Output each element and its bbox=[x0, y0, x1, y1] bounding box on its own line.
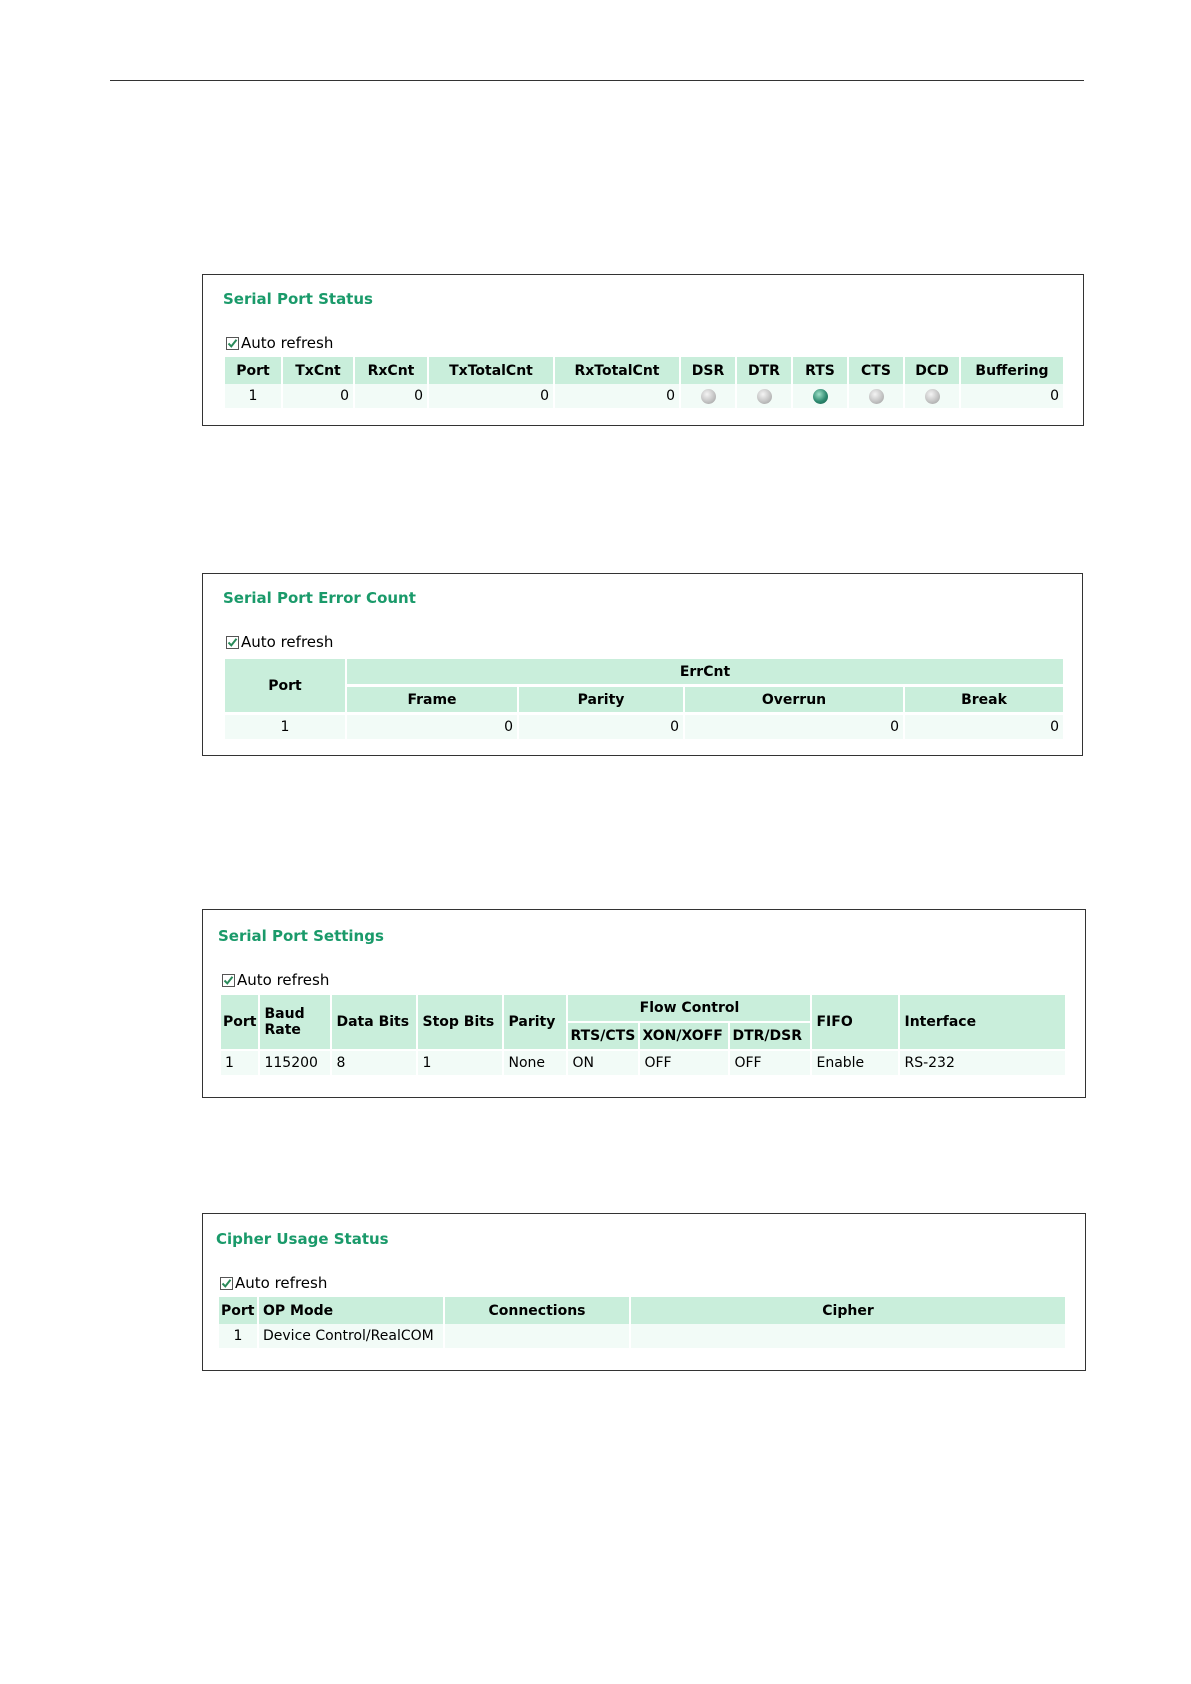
cell-interface: RS-232 bbox=[900, 1051, 1065, 1075]
auto-refresh-checkbox[interactable] bbox=[226, 636, 239, 649]
cell-txcnt: 0 bbox=[283, 384, 353, 408]
col-cipher: Cipher bbox=[631, 1297, 1065, 1324]
auto-refresh-label: Auto refresh bbox=[237, 971, 330, 989]
cell-dcd bbox=[905, 384, 959, 408]
auto-refresh-label: Auto refresh bbox=[241, 633, 334, 651]
panel-title: Cipher Usage Status bbox=[216, 1230, 389, 1248]
cell-port: 1 bbox=[225, 715, 345, 739]
auto-refresh-toggle[interactable] bbox=[226, 633, 333, 651]
serial-port-error-count-table bbox=[223, 656, 1065, 742]
auto-refresh-label: Auto refresh bbox=[235, 1274, 328, 1292]
col-overrun: Overrun bbox=[685, 687, 903, 712]
cell-op-mode: Device Control/RealCOM bbox=[259, 1324, 443, 1348]
col-errcnt-group: ErrCnt bbox=[347, 659, 1063, 684]
cell-dtr bbox=[737, 384, 791, 408]
cell-fifo: Enable bbox=[812, 1051, 898, 1075]
col-flow-control-group: Flow Control bbox=[568, 995, 810, 1021]
col-baud-rate bbox=[260, 995, 330, 1049]
table-row bbox=[225, 384, 1063, 408]
col-interface: Interface bbox=[900, 995, 1065, 1049]
col-fifo: FIFO bbox=[812, 995, 898, 1049]
serial-port-error-count-panel bbox=[202, 573, 1083, 756]
col-stop-bits: Stop Bits bbox=[418, 995, 502, 1049]
cell-rxtotalcnt: 0 bbox=[555, 384, 679, 408]
serial-port-settings-table bbox=[219, 993, 1067, 1077]
cell-port: 1 bbox=[221, 1051, 258, 1075]
col-dsr: DSR bbox=[681, 357, 735, 384]
auto-refresh-toggle[interactable] bbox=[220, 1274, 327, 1292]
panel-title: Serial Port Error Count bbox=[223, 589, 416, 607]
cell-stop-bits: 1 bbox=[418, 1051, 502, 1075]
col-break: Break bbox=[905, 687, 1063, 712]
cell-rxcnt: 0 bbox=[355, 384, 427, 408]
cell-xon-xoff: OFF bbox=[640, 1051, 728, 1075]
cell-baud-rate: 115200 bbox=[260, 1051, 330, 1075]
cell-port: 1 bbox=[219, 1324, 257, 1348]
col-dtr: DTR bbox=[737, 357, 791, 384]
table-row bbox=[221, 1051, 1065, 1075]
dcd-led-icon bbox=[925, 389, 940, 404]
col-port: Port bbox=[225, 357, 281, 384]
col-rxtotalcnt: RxTotalCnt bbox=[555, 357, 679, 384]
col-rts-cts: RTS/CTS bbox=[568, 1023, 638, 1049]
col-data-bits: Data Bits bbox=[332, 995, 416, 1049]
col-rxcnt: RxCnt bbox=[355, 357, 427, 384]
cell-overrun: 0 bbox=[685, 715, 903, 739]
col-port: Port bbox=[221, 995, 258, 1049]
col-dcd: DCD bbox=[905, 357, 959, 384]
cell-data-bits: 8 bbox=[332, 1051, 416, 1075]
auto-refresh-checkbox[interactable] bbox=[220, 1277, 233, 1290]
checkmark-icon bbox=[221, 1278, 232, 1289]
col-cts: CTS bbox=[849, 357, 903, 384]
cell-cts bbox=[849, 384, 903, 408]
cts-led-icon bbox=[869, 389, 884, 404]
cell-txtotalcnt: 0 bbox=[429, 384, 553, 408]
col-port: Port bbox=[219, 1297, 257, 1324]
checkmark-icon bbox=[227, 338, 238, 349]
auto-refresh-checkbox[interactable] bbox=[222, 974, 235, 987]
auto-refresh-checkbox[interactable] bbox=[226, 337, 239, 350]
cell-cipher bbox=[631, 1324, 1065, 1348]
col-txcnt: TxCnt bbox=[283, 357, 353, 384]
table-row bbox=[225, 715, 1063, 739]
cipher-usage-status-table bbox=[217, 1297, 1067, 1348]
serial-port-status-table bbox=[223, 357, 1065, 408]
col-dtr-dsr: DTR/DSR bbox=[730, 1023, 810, 1049]
serial-port-status-panel bbox=[202, 274, 1084, 426]
cell-frame: 0 bbox=[347, 715, 517, 739]
cell-port: 1 bbox=[225, 384, 281, 408]
col-connections: Connections bbox=[445, 1297, 629, 1324]
page-top-rule bbox=[110, 80, 1084, 81]
table-header-row bbox=[219, 1297, 1065, 1324]
col-op-mode: OP Mode bbox=[259, 1297, 443, 1324]
col-xon-xoff: XON/XOFF bbox=[640, 1023, 728, 1049]
serial-port-settings-panel bbox=[202, 909, 1086, 1098]
cell-parity: 0 bbox=[519, 715, 683, 739]
auto-refresh-toggle[interactable] bbox=[222, 971, 329, 989]
auto-refresh-toggle[interactable] bbox=[226, 334, 333, 352]
table-header-row bbox=[225, 357, 1063, 384]
dsr-led-icon bbox=[701, 389, 716, 404]
col-parity: Parity bbox=[504, 995, 566, 1049]
cell-connections bbox=[445, 1324, 629, 1348]
col-rts: RTS bbox=[793, 357, 847, 384]
panel-title: Serial Port Status bbox=[223, 290, 373, 308]
checkmark-icon bbox=[223, 975, 234, 986]
cell-rts bbox=[793, 384, 847, 408]
dtr-led-icon bbox=[757, 389, 772, 404]
checkmark-icon bbox=[227, 637, 238, 648]
col-buffering: Buffering bbox=[961, 357, 1063, 384]
cipher-usage-status-panel bbox=[202, 1213, 1086, 1371]
table-subheader-row bbox=[225, 687, 1063, 712]
col-frame: Frame bbox=[347, 687, 517, 712]
panel-title: Serial Port Settings bbox=[218, 927, 384, 945]
cell-dsr bbox=[681, 384, 735, 408]
col-txtotalcnt: TxTotalCnt bbox=[429, 357, 553, 384]
cell-parity: None bbox=[504, 1051, 566, 1075]
cell-break: 0 bbox=[905, 715, 1063, 739]
baud-rate-line1: Baud bbox=[264, 1006, 305, 1022]
cell-buffering: 0 bbox=[961, 384, 1063, 408]
col-parity: Parity bbox=[519, 687, 683, 712]
rts-led-icon bbox=[813, 389, 828, 404]
table-header-row bbox=[225, 659, 1063, 684]
baud-rate-line2: Rate bbox=[264, 1022, 301, 1038]
cell-dtr-dsr: OFF bbox=[730, 1051, 810, 1075]
auto-refresh-label: Auto refresh bbox=[241, 334, 334, 352]
table-row bbox=[219, 1324, 1065, 1348]
table-header-row bbox=[221, 995, 1065, 1021]
cell-rts-cts: ON bbox=[568, 1051, 638, 1075]
col-port: Port bbox=[225, 659, 345, 712]
